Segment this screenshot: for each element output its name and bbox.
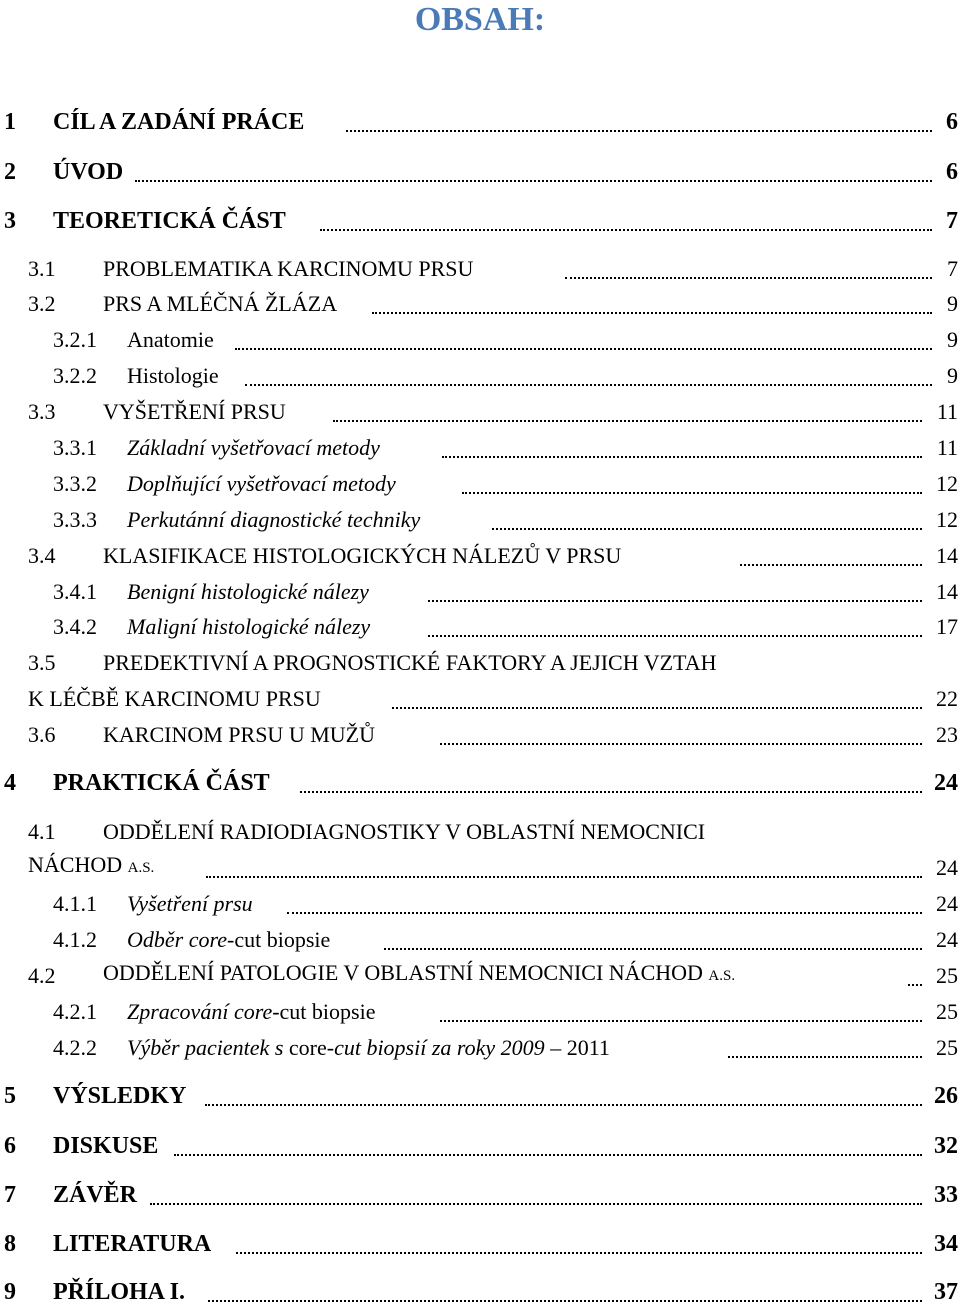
toc-entry-number: 6 <box>4 1133 16 1159</box>
toc-entry-title: TEORETICKÁ ČÁST <box>53 208 286 234</box>
dot-leader <box>440 1020 922 1022</box>
dot-leader <box>150 1203 922 1205</box>
toc-entry-title: PREDEKTIVNÍ A PROGNOSTICKÉ FAKTORY A JEJICH VZTAH <box>103 650 717 675</box>
toc-entry-4-1-1[interactable] <box>0 889 960 919</box>
dot-leader <box>492 528 922 530</box>
toc-entry-title: Maligní histologické nálezy <box>127 614 371 639</box>
toc-entry-3-3-1[interactable] <box>0 433 960 463</box>
dot-leader <box>174 1154 922 1156</box>
toc-entry-3-2-2[interactable] <box>0 361 960 391</box>
dot-leader <box>208 1300 922 1302</box>
toc-entry-title: KLASIFIKACE HISTOLOGICKÝCH NÁLEZŮ V PRSU <box>103 543 622 568</box>
toc-entry-page: 14 <box>934 541 958 571</box>
toc-entry-number: 3.3.1 <box>53 435 97 460</box>
toc-entry-title: VÝSLEDKY <box>53 1083 187 1109</box>
dot-leader <box>565 277 932 279</box>
toc-entry-title: Benigní histologické nálezy <box>127 579 369 604</box>
toc-entry-number: 3.2.1 <box>53 327 97 352</box>
dot-leader <box>428 635 922 637</box>
toc-entry-4-1[interactable] <box>0 817 960 847</box>
toc-entry-3-2[interactable] <box>0 289 960 319</box>
toc-entry-title: ODDĚLENÍ RADIODIAGNOSTIKY V OBLASTNÍ NEMOCNICI <box>103 819 706 844</box>
dot-leader <box>908 984 922 986</box>
toc-entry-page: 12 <box>934 505 958 535</box>
toc-entry-3-5-cont[interactable] <box>0 684 960 714</box>
toc-entry-4-2-1[interactable] <box>0 997 960 1027</box>
toc-entry-title: Perkutánní diagnostické techniky <box>127 507 421 532</box>
toc-entry-page: 26 <box>934 1083 958 1109</box>
dot-leader <box>442 456 922 458</box>
dot-leader <box>462 492 922 494</box>
toc-entry-page: 11 <box>935 397 958 427</box>
dot-leader <box>346 130 932 132</box>
toc-entry-title: PŘÍLOHA I. <box>53 1279 186 1305</box>
toc-entry-page: 24 <box>934 853 958 883</box>
dot-leader <box>392 707 922 709</box>
dot-leader <box>135 180 932 182</box>
toc-entry-8[interactable] <box>0 1229 960 1259</box>
toc-entry-title: Vyšetření prsu <box>127 891 253 916</box>
toc-entry-title: Zpracování core-cut biopsie <box>127 999 376 1024</box>
toc-entry-title: Základní vyšetřovací metody <box>127 435 380 460</box>
toc-entry-page: 17 <box>934 612 958 642</box>
toc-entry-title: DISKUSE <box>53 1133 159 1159</box>
toc-entry-title: LITERATURA <box>53 1231 212 1257</box>
toc-entry-3[interactable] <box>0 206 960 236</box>
toc-entry-number: 3.4 <box>28 543 56 568</box>
toc-entry-number: 3.3.3 <box>53 507 97 532</box>
toc-entry-title: VYŠETŘENÍ PRSU <box>103 399 286 424</box>
toc-entry-title: PROBLEMATIKA KARCINOMU PRSU <box>103 256 474 281</box>
dot-leader <box>372 312 932 314</box>
toc-entry-3-4-1[interactable] <box>0 577 960 607</box>
toc-entry-page: 9 <box>945 361 958 391</box>
toc-entry-title-continued: K LÉČBĚ KARCINOMU PRSU <box>28 686 321 711</box>
toc-entry-title: Anatomie <box>127 327 214 352</box>
dot-leader <box>205 1104 922 1106</box>
toc-entry-page: 6 <box>946 159 958 185</box>
toc-entry-number: 3.4.2 <box>53 614 97 639</box>
toc-entry-page: 9 <box>945 289 958 319</box>
toc-entry-title: CÍL A ZADÁNÍ PRÁCE <box>53 109 305 135</box>
dot-leader <box>235 348 932 350</box>
toc-entry-number: 3.1 <box>28 256 56 281</box>
toc-entry-2[interactable] <box>0 157 960 187</box>
toc-entry-number: 4.2.1 <box>53 999 97 1024</box>
toc-entry-number: 2 <box>4 159 16 185</box>
toc-entry-page: 37 <box>934 1279 958 1305</box>
toc-entry-4-2[interactable] <box>0 961 960 991</box>
toc-entry-number: 4.2 <box>28 963 56 988</box>
toc-entry-number: 3.5 <box>28 650 56 675</box>
toc-entry-6[interactable] <box>0 1131 960 1161</box>
toc-entry-number: 3.2 <box>28 291 56 316</box>
toc-entry-4[interactable] <box>0 768 960 798</box>
toc-entry-page: 25 <box>934 997 958 1027</box>
toc-entry-3-1[interactable] <box>0 254 960 284</box>
dot-leader <box>384 948 922 950</box>
toc-entry-number: 1 <box>4 109 16 135</box>
toc-entry-3-2-1[interactable] <box>0 325 960 355</box>
dot-leader <box>728 1056 922 1058</box>
toc-entry-title: ÚVOD <box>53 159 124 185</box>
toc-entry-page: 33 <box>934 1182 958 1208</box>
dot-leader <box>440 743 922 745</box>
dot-leader <box>320 229 932 231</box>
toc-entry-page: 9 <box>945 325 958 355</box>
toc-entry-3-3-3[interactable] <box>0 505 960 535</box>
toc-entry-number: 3.6 <box>28 722 56 747</box>
toc-entry-page: 25 <box>934 961 958 991</box>
toc-entry-number: 8 <box>4 1231 16 1257</box>
toc-entry-number: 3.3.2 <box>53 471 97 496</box>
toc-entry-4-1-cont[interactable] <box>0 853 960 883</box>
dot-leader <box>428 600 922 602</box>
toc-entry-page: 25 <box>934 1033 958 1063</box>
page-title: OBSAH: <box>414 1 546 38</box>
dot-leader <box>333 420 922 422</box>
toc-entry-3-4-2[interactable] <box>0 612 960 642</box>
toc-entry-title: Odběr core-cut biopsie <box>127 927 331 952</box>
toc-entry-page: 6 <box>946 109 958 135</box>
toc-entry-title: PRS A MLÉČNÁ ŽLÁZA <box>103 291 338 316</box>
toc-entry-title: PRAKTICKÁ ČÁST <box>53 770 270 796</box>
toc-entry-number: 4.1 <box>28 819 56 844</box>
toc-entry-5[interactable] <box>0 1081 960 1111</box>
toc-entry-number: 4.2.2 <box>53 1035 97 1060</box>
toc-entry-3-5[interactable] <box>0 648 960 678</box>
dot-leader <box>300 791 922 793</box>
toc-entry-title: KARCINOM PRSU U MUŽŮ <box>103 722 375 747</box>
toc-entry-9[interactable] <box>0 1277 960 1307</box>
dot-leader <box>206 876 922 878</box>
toc-entry-page: 23 <box>934 720 958 750</box>
toc-entry-title: ZÁVĚR <box>53 1182 138 1208</box>
toc-entry-title: Doplňující vyšetřovací metody <box>127 471 396 496</box>
toc-entry-page: 32 <box>934 1133 958 1159</box>
toc-entry-page: 24 <box>934 889 958 919</box>
toc-entry-title-continued: NÁCHOD A.S. <box>28 852 155 877</box>
toc-entry-1[interactable] <box>0 107 960 137</box>
dot-leader <box>236 1252 922 1254</box>
toc-entry-page: 24 <box>934 770 958 796</box>
toc-entry-page: 7 <box>945 254 958 284</box>
toc-entry-page: 22 <box>934 684 958 714</box>
toc-entry-number: 3 <box>4 208 16 234</box>
toc-entry-number: 4.1.1 <box>53 891 97 916</box>
toc-entry-page: 14 <box>934 577 958 607</box>
dot-leader <box>287 912 922 914</box>
toc-entry-7[interactable] <box>0 1180 960 1210</box>
toc-entry-number: 4 <box>4 770 16 796</box>
toc-entry-number: 7 <box>4 1182 16 1208</box>
dot-leader <box>740 564 922 566</box>
toc-entry-title: Výběr pacientek s core-cut biopsií za roky 2009 – 2011 <box>127 1035 610 1060</box>
toc-entry-number: 3.2.2 <box>53 363 97 388</box>
toc-entry-title: Histologie <box>127 363 219 388</box>
toc-entry-page: 34 <box>934 1231 958 1257</box>
toc-entry-4-2-2[interactable] <box>0 1033 960 1063</box>
dot-leader <box>245 384 932 386</box>
toc-entry-3-3[interactable] <box>0 397 960 427</box>
toc-entry-page: 12 <box>934 469 958 499</box>
toc-entry-page: 24 <box>934 925 958 955</box>
toc-entry-3-6[interactable] <box>0 720 960 750</box>
toc-entry-3-3-2[interactable] <box>0 469 960 499</box>
toc-entry-4-1-2[interactable] <box>0 925 960 955</box>
toc-entry-page: 11 <box>935 433 958 463</box>
toc-entry-3-4[interactable] <box>0 541 960 571</box>
toc-entry-number: 3.4.1 <box>53 579 97 604</box>
toc-entry-number: 5 <box>4 1083 16 1109</box>
toc-entry-number: 4.1.2 <box>53 927 97 952</box>
toc-entry-number: 9 <box>4 1279 16 1305</box>
toc-entry-title: ODDĚLENÍ PATOLOGIE V OBLASTNÍ NEMOCNICI NÁCHOD A.S. <box>103 960 736 985</box>
toc-entry-page: 7 <box>946 208 958 234</box>
toc-entry-number: 3.3 <box>28 399 56 424</box>
